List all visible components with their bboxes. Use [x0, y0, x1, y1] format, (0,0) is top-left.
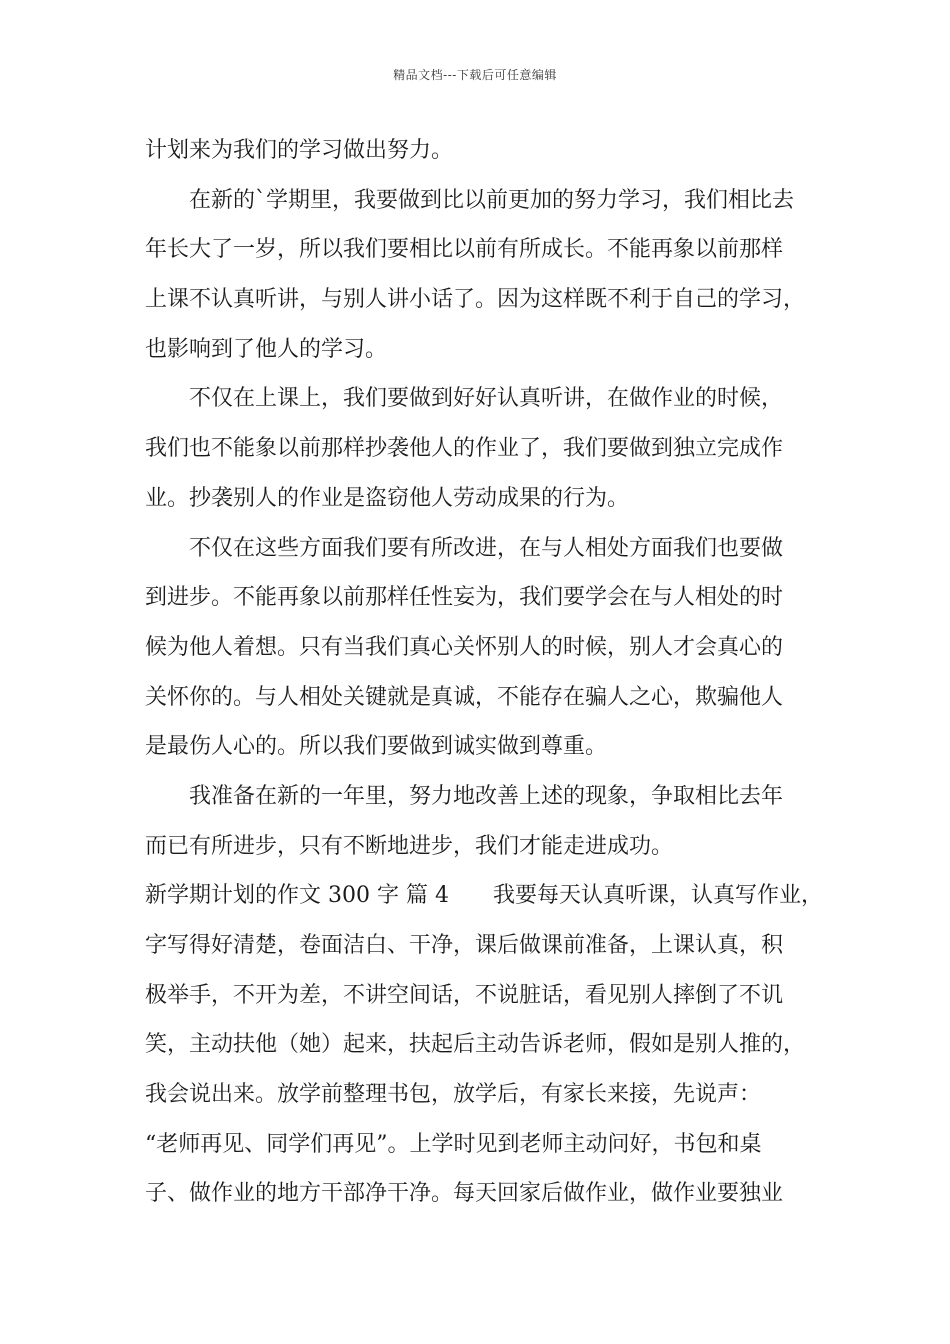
paragraph-line: 我们也不能象以前那样抄袭他人的作业了，我们要做到独立完成作 [145, 436, 784, 462]
paragraph-line: 是最伤人心的。所以我们要做到诚实做到尊重。 [145, 734, 608, 760]
paragraph-line: 我会说出来。放学前整理书包，放学后，有家长来接，先说声： [145, 1082, 762, 1108]
paragraph-line: 笑，主动扶他（她）起来，扶起后主动告诉老师，假如是别人推的， [145, 1032, 806, 1058]
paragraph-line: 我准备在新的一年里，努力地改善上述的现象，争取相比去年 [189, 783, 784, 809]
paragraph-line: “老师再见、同学们再见”。上学时见到老师主动问好，书包和桌 [145, 1131, 762, 1157]
paragraph-line: 子、做作业的地方干部净干净。每天回家后做作业，做作业要独业 [145, 1181, 784, 1207]
paragraph-line: 到进步。不能再象以前那样任性妄为，我们要学会在与人相处的时 [145, 585, 784, 611]
paragraph-line: 业。抄袭别人的作业是盗窃他人劳动成果的行为。 [145, 485, 630, 511]
page-header: 精品文档---下载后可任意编辑 [393, 68, 557, 82]
paragraph-line: 年长大了一岁，所以我们要相比以前有所成长。不能再象以前那样 [145, 237, 784, 263]
paragraph-line: 而已有所进步，只有不断地进步，我们才能走进成功。 [145, 833, 674, 859]
section-first-line: 我要每天认真听课，认真写作业， [492, 883, 823, 909]
paragraph-line: 关怀你的。与人相处关键就是真诚，不能存在骗人之心，欺骗他人 [145, 684, 784, 710]
paragraph-line: 也影响到了他人的学习。 [145, 336, 388, 362]
paragraph-line: 不仅在上课上，我们要做到好好认真听讲，在做作业的时候， [189, 386, 784, 412]
document-body [145, 126, 825, 1219]
section-title: 新学期计划的作文 300 字 篇 4 [145, 883, 449, 909]
paragraph-line: 不仅在这些方面我们要有所改进，在与人相处方面我们也要做 [189, 535, 784, 561]
paragraph-line: 在新的`学期里，我要做到比以前更加的努力学习，我们相比去 [189, 187, 795, 213]
paragraph-line: 极举手，不开为差，不讲空间话，不说脏话，看见别人摔倒了不讥 [145, 982, 784, 1008]
paragraph-line: 上课不认真听讲，与别人讲小话了。因为这样既不利于自己的学习， [145, 287, 806, 313]
paragraph-line: 字写得好清楚，卷面洁白、干净，课后做课前准备，上课认真，积 [145, 933, 784, 958]
paragraph-line: 候为他人着想。只有当我们真心关怀别人的时候，别人才会真心的 [145, 634, 784, 660]
paragraph-line: 计划来为我们的学习做出努力。 [145, 138, 454, 163]
section-heading-line [145, 871, 825, 921]
